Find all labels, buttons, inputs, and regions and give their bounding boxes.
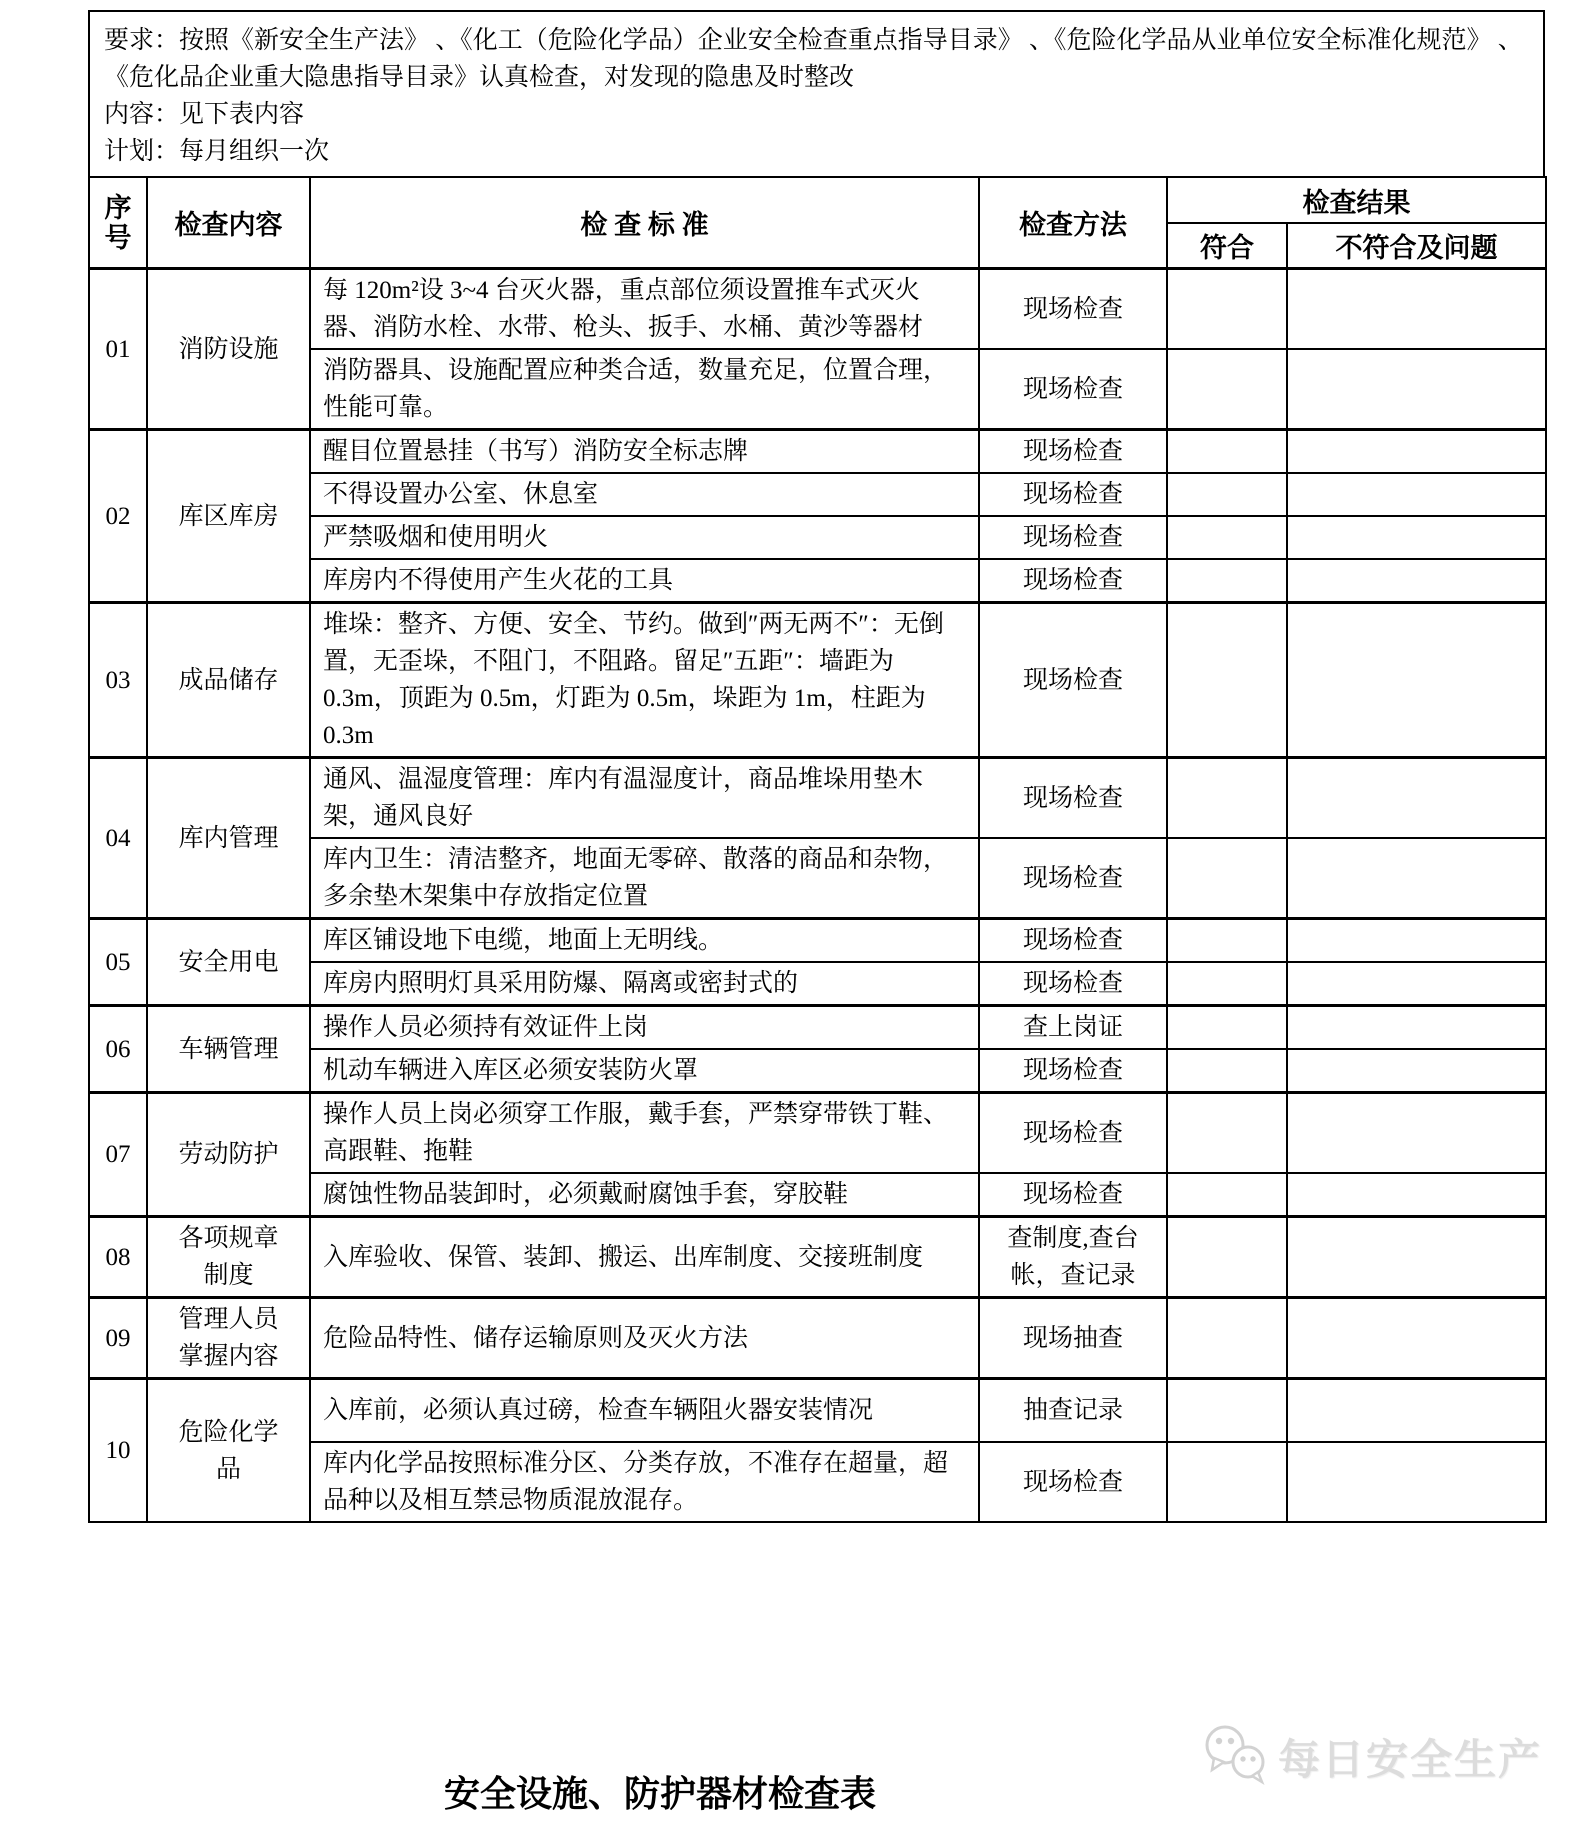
table-row xyxy=(89,1298,1546,1379)
cell-inspection-content: 库区库房 xyxy=(147,430,310,603)
cell-inspection-method: 现场检查 xyxy=(979,962,1167,1006)
cell-inspection-method: 现场检查 xyxy=(979,516,1167,559)
cell-result-fail-and-issues xyxy=(1287,516,1546,559)
table-row xyxy=(89,919,1546,963)
cell-result-pass xyxy=(1167,516,1287,559)
cell-inspection-method: 现场检查 xyxy=(979,603,1167,758)
brand-watermark-text: 每日安全生产 xyxy=(1277,1737,1542,1784)
intro-block xyxy=(88,10,1545,176)
cell-inspection-method: 现场检查 xyxy=(979,1093,1167,1174)
header-row-1 xyxy=(89,177,1546,223)
cell-inspection-content: 安全用电 xyxy=(147,919,310,1006)
cell-inspection-method: 现场检查 xyxy=(979,758,1167,839)
header-pass: 符合 xyxy=(1167,223,1287,269)
header-inspection-standard: 检 查 标 准 xyxy=(310,177,979,269)
cell-inspection-standard: 入库前，必须认真过磅，检查车辆阻火器安装情况 xyxy=(310,1379,979,1443)
cell-inspection-standard: 通风、温湿度管理：库内有温湿度计，商品堆垛用垫木架，通风良好 xyxy=(310,758,979,839)
header-serial-number: 序号 xyxy=(89,177,147,269)
table-row xyxy=(89,1379,1546,1443)
cell-inspection-method: 现场抽查 xyxy=(979,1298,1167,1379)
cell-inspection-content: 劳动防护 xyxy=(147,1093,310,1217)
cell-result-fail-and-issues xyxy=(1287,269,1546,350)
cell-inspection-standard: 库内卫生：清洁整齐，地面无零碎、散落的商品和杂物，多余垫木架集中存放指定位置 xyxy=(310,838,979,919)
header-inspection-content: 检查内容 xyxy=(147,177,310,269)
cell-result-fail-and-issues xyxy=(1287,758,1546,839)
cell-result-fail-and-issues xyxy=(1287,1093,1546,1174)
cell-result-fail-and-issues xyxy=(1287,603,1546,758)
cell-result-pass xyxy=(1167,1049,1287,1093)
cell-result-pass xyxy=(1167,473,1287,516)
cell-result-pass xyxy=(1167,1442,1287,1522)
cell-serial-number: 07 xyxy=(89,1093,147,1217)
cell-result-pass xyxy=(1167,1093,1287,1174)
cell-inspection-method: 现场检查 xyxy=(979,349,1167,430)
cell-inspection-standard: 每 120m²设 3~4 台灭火器，重点部位须设置推车式灭火器、消防水栓、水带、枪头、扳手、水桶、黄沙等器材 xyxy=(310,269,979,350)
cell-serial-number: 03 xyxy=(89,603,147,758)
cell-result-pass xyxy=(1167,269,1287,350)
cell-result-pass xyxy=(1167,1379,1287,1443)
cell-result-pass xyxy=(1167,1298,1287,1379)
cell-result-fail-and-issues xyxy=(1287,1173,1546,1217)
cell-serial-number: 01 xyxy=(89,269,147,430)
table-row xyxy=(89,1217,1546,1298)
cell-result-pass xyxy=(1167,430,1287,474)
table-header xyxy=(89,177,1546,269)
cell-serial-number: 02 xyxy=(89,430,147,603)
cell-inspection-method: 现场检查 xyxy=(979,430,1167,474)
cell-inspection-content: 成品储存 xyxy=(147,603,310,758)
cell-result-pass xyxy=(1167,603,1287,758)
table-row xyxy=(89,269,1546,350)
cell-result-fail-and-issues xyxy=(1287,1217,1546,1298)
cell-inspection-method: 现场检查 xyxy=(979,1442,1167,1522)
header-fail-and-issues: 不符合及问题 xyxy=(1287,223,1546,269)
cell-serial-number: 09 xyxy=(89,1298,147,1379)
cell-inspection-standard: 库区铺设地下电缆，地面上无明线。 xyxy=(310,919,979,963)
cell-inspection-standard: 醒目位置悬挂（书写）消防安全标志牌 xyxy=(310,430,979,474)
table-row xyxy=(89,1093,1546,1174)
cell-inspection-standard: 机动车辆进入库区必须安装防火罩 xyxy=(310,1049,979,1093)
cell-inspection-method: 现场检查 xyxy=(979,1049,1167,1093)
cell-result-pass xyxy=(1167,349,1287,430)
cell-result-pass xyxy=(1167,758,1287,839)
cell-result-pass xyxy=(1167,962,1287,1006)
cell-inspection-method: 查制度,查台帐，查记录 xyxy=(979,1217,1167,1298)
cell-result-pass xyxy=(1167,838,1287,919)
cell-inspection-standard: 危险品特性、储存运输原则及灭火方法 xyxy=(310,1298,979,1379)
cell-result-fail-and-issues xyxy=(1287,838,1546,919)
cell-inspection-method: 查上岗证 xyxy=(979,1006,1167,1050)
cell-result-fail-and-issues xyxy=(1287,1298,1546,1379)
cell-result-fail-and-issues xyxy=(1287,1379,1546,1443)
cell-inspection-method: 现场检查 xyxy=(979,919,1167,963)
cell-inspection-standard: 库房内照明灯具采用防爆、隔离或密封式的 xyxy=(310,962,979,1006)
cell-inspection-standard: 腐蚀性物品装卸时，必须戴耐腐蚀手套，穿胶鞋 xyxy=(310,1173,979,1217)
cell-inspection-standard: 库内化学品按照标准分区、分类存放，不准存在超量，超品种以及相互禁忌物质混放混存。 xyxy=(310,1442,979,1522)
cell-result-pass xyxy=(1167,1173,1287,1217)
cell-inspection-standard: 堆垛：整齐、方便、安全、节约。做到″两无两不″：无倒置，无歪垛，不阻门，不阻路。留足″五距″：墙距为 0.3m，顶距为 0.5m，灯距为 0.5m，垛距为 1m，柱距为 0.3m xyxy=(310,603,979,758)
cell-serial-number: 05 xyxy=(89,919,147,1006)
table-row xyxy=(89,430,1546,474)
table-row xyxy=(89,758,1546,839)
cell-result-fail-and-issues xyxy=(1287,1006,1546,1050)
cell-result-pass xyxy=(1167,1006,1287,1050)
cell-result-fail-and-issues xyxy=(1287,919,1546,963)
table-row xyxy=(89,603,1546,758)
cell-inspection-content: 各项规章制度 xyxy=(147,1217,310,1298)
cell-inspection-content: 管理人员掌握内容 xyxy=(147,1298,310,1379)
cell-result-fail-and-issues xyxy=(1287,473,1546,516)
header-inspection-method: 检查方法 xyxy=(979,177,1167,269)
cell-result-fail-and-issues xyxy=(1287,962,1546,1006)
cell-inspection-standard: 库房内不得使用产生火花的工具 xyxy=(310,559,979,603)
cell-inspection-standard: 操作人员上岗必须穿工作服，戴手套，严禁穿带铁丁鞋、高跟鞋、拖鞋 xyxy=(310,1093,979,1174)
cell-serial-number: 04 xyxy=(89,758,147,919)
document-body xyxy=(88,10,1545,1523)
cell-inspection-method: 抽查记录 xyxy=(979,1379,1167,1443)
cell-inspection-standard: 入库验收、保管、装卸、搬运、出库制度、交接班制度 xyxy=(310,1217,979,1298)
cell-result-fail-and-issues xyxy=(1287,430,1546,474)
cell-inspection-standard: 操作人员必须持有效证件上岗 xyxy=(310,1006,979,1050)
intro-line-content: 内容：见下表内容 xyxy=(104,101,305,128)
header-inspection-result: 检查结果 xyxy=(1167,177,1546,223)
cell-inspection-method: 现场检查 xyxy=(979,1173,1167,1217)
cell-inspection-method: 现场检查 xyxy=(979,269,1167,350)
cell-serial-number: 08 xyxy=(89,1217,147,1298)
cell-result-fail-and-issues xyxy=(1287,559,1546,603)
cell-serial-number: 10 xyxy=(89,1379,147,1523)
cell-inspection-content: 库内管理 xyxy=(147,758,310,919)
inspection-table xyxy=(88,176,1547,1523)
cell-inspection-content: 危险化学品 xyxy=(147,1379,310,1523)
cell-inspection-content: 消防设施 xyxy=(147,269,310,430)
cell-serial-number: 06 xyxy=(89,1006,147,1093)
intro-line-plan: 计划：每月组织一次 xyxy=(104,138,330,165)
cell-result-fail-and-issues xyxy=(1287,1442,1546,1522)
cell-result-pass xyxy=(1167,1217,1287,1298)
cell-inspection-content: 车辆管理 xyxy=(147,1006,310,1093)
cell-inspection-method: 现场检查 xyxy=(979,838,1167,919)
cell-result-pass xyxy=(1167,919,1287,963)
cell-inspection-standard: 消防器具、设施配置应种类合适，数量充足，位置合理，性能可靠。 xyxy=(310,349,979,430)
intro-line-requirement: 要求：按照《新安全生产法》 、《化工（危险化学品）企业安全检查重点指导目录》 、《危险化学品从业单位安全标准化规范》 、《危化品企业重大隐患指导目录》认真检查，对发现的隐患及时整改 xyxy=(104,27,1523,91)
next-table-title: 安全设施、防护器材检查表 xyxy=(443,1774,876,1814)
cell-result-fail-and-issues xyxy=(1287,349,1546,430)
cell-inspection-method: 现场检查 xyxy=(979,473,1167,516)
cell-inspection-method: 现场检查 xyxy=(979,559,1167,603)
cell-result-fail-and-issues xyxy=(1287,1049,1546,1093)
cell-inspection-standard: 严禁吸烟和使用明火 xyxy=(310,516,979,559)
cell-result-pass xyxy=(1167,559,1287,603)
table-row xyxy=(89,1006,1546,1050)
table-body xyxy=(89,269,1546,1523)
cell-inspection-standard: 不得设置办公室、休息室 xyxy=(310,473,979,516)
